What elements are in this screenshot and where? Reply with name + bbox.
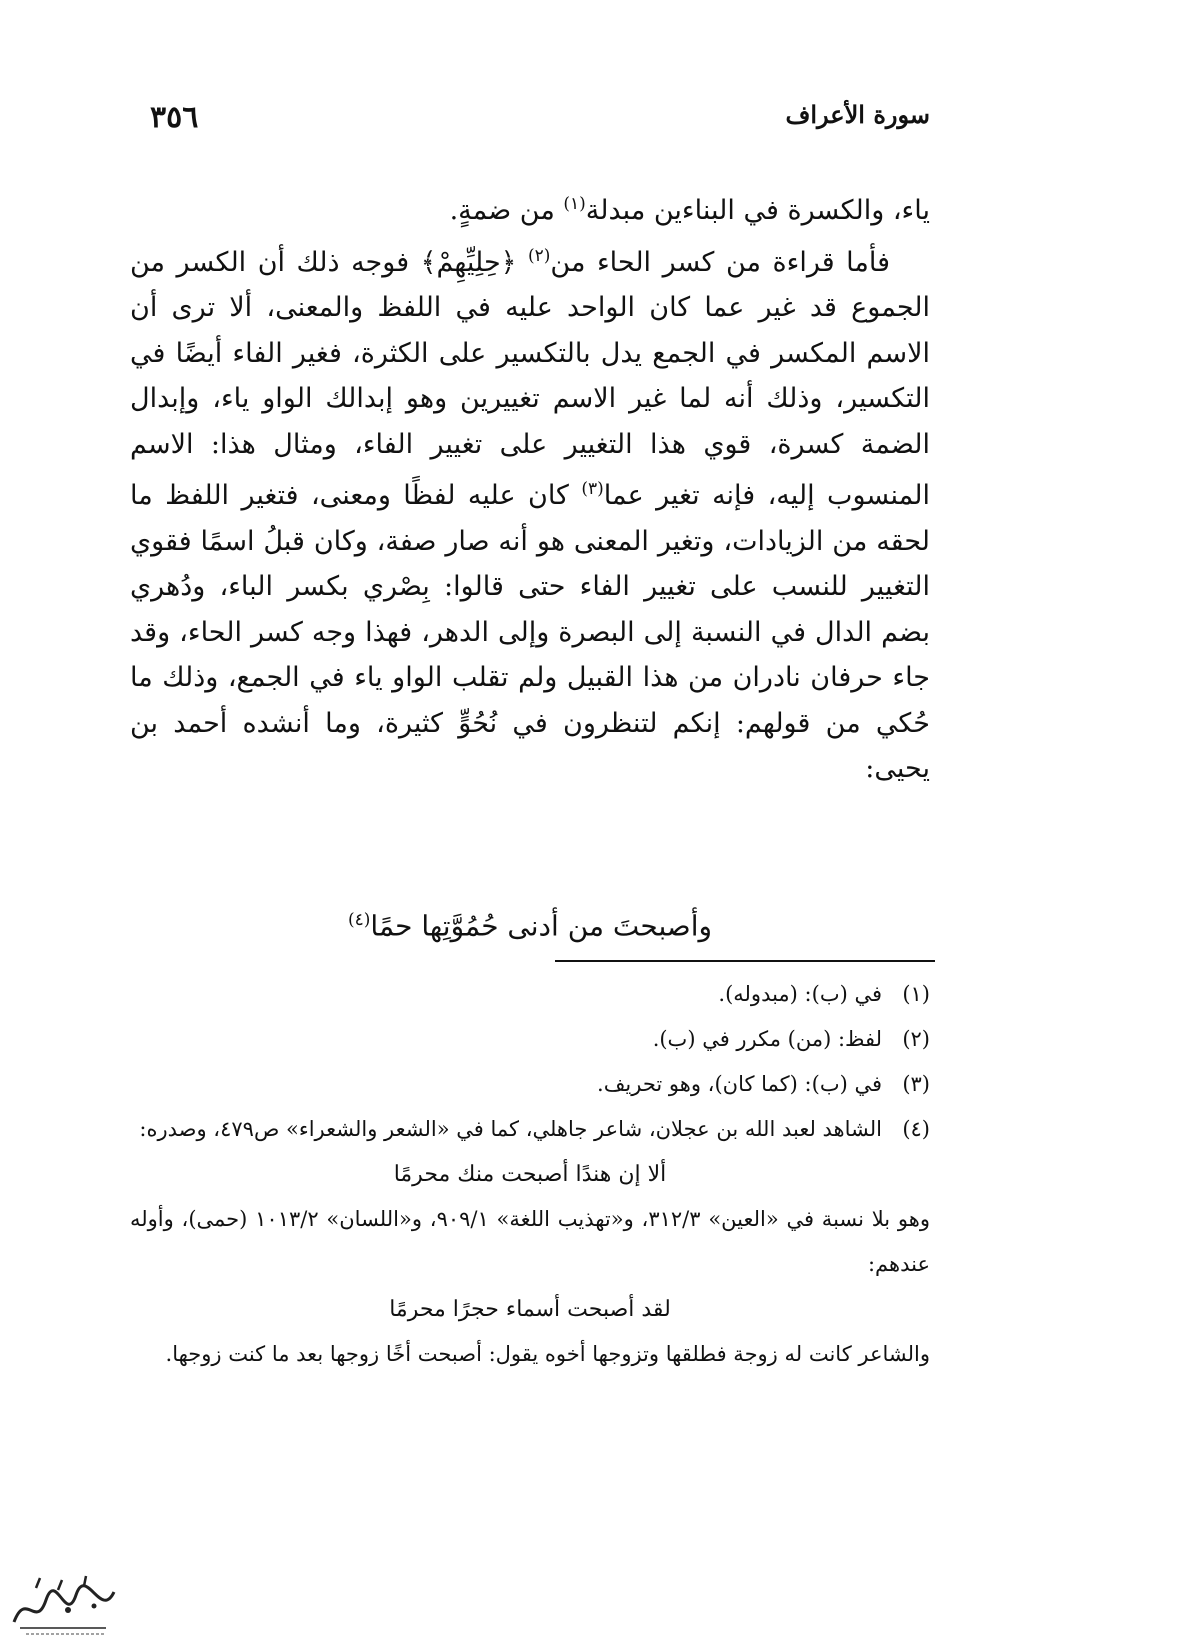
footnote-number: (١) <box>902 982 930 1006</box>
paragraph-2-text-a: فأما قراءة من كسر الحاء من <box>550 246 890 278</box>
footnote-text: في (ب): (كما كان)، وهو تحريف. <box>597 1072 882 1096</box>
footnote-number: (٣) <box>902 1072 930 1096</box>
paragraph-1-end: من ضمةٍ. <box>449 195 564 226</box>
library-stamp-logo <box>6 1570 121 1640</box>
paragraph-2 <box>130 234 930 792</box>
paragraph-1-text: ياء، والكسرة في البناءين مبدلة <box>585 195 930 226</box>
quran-quote: ﴿حِلِيِّهِمْ﴾ <box>409 246 528 278</box>
footnote-ref-3[interactable]: (٣) <box>581 479 604 499</box>
stamp-graphic <box>6 1570 121 1640</box>
paragraph-1 <box>130 182 930 234</box>
paragraph-2-text-b: فوجه ذلك أن الكسر من الجموع قد غير عما كان الواحد عليه في اللفظ والمعنى، ألا ترى أن الاسم المكسر في الجمع يدل بالتكسير على الكثرة، فغير الفاء أيضًا في التكسير، وذلك أنه لما غير الاسم تغييرين وهو إبدالك الواو ياء، وإبدال الضمة كسرة، قوي هذا التغيير على تغيير الفاء، ومثال هذا: الاسم المنسوب إليه، فإنه تغير عما <box>130 246 930 511</box>
footnote-ref-1[interactable]: (١) <box>563 194 586 214</box>
footnote-ref-2[interactable]: (٢) <box>528 245 551 266</box>
footnote-separator <box>555 960 935 962</box>
footnote-verse-1: ألا إن هندًا أصبحت منك محرمًا <box>393 1162 667 1187</box>
running-title: سورة الأعراف <box>785 100 930 129</box>
paragraph-2-text-c: كان عليه لفظًا ومعنى، فتغير اللفظ ما لحقه من الزيادات، وتغير المعنى هو أنه صار صفة، وكان قبلُ اسمًا فقوي التغيير للنسب على تغيير الفاء حتى قالوا: بِصْري بكسر الباء، ودُهري بضم الدال في النسبة إلى البصرة وإلى الدهر، فهذا وجه كسر الحاء، وقد جاء حرفان نادران من هذا القبيل ولم تقلب الواو ياء في الجمع، وذلك ما حُكي من قولهم: إنكم لتنظرون في نُحُوٍّ كثيرة، وما أنشده أحمد بن يحيى: <box>130 480 930 784</box>
footnote-text: في (ب): (مبدوله). <box>718 982 882 1006</box>
poetry-verse <box>130 898 930 948</box>
verse-text: وأصبحتَ من أدنى حُمُوَّتِها حمًا <box>370 909 713 943</box>
footnotes <box>130 972 930 1377</box>
footnote-4 <box>130 1107 930 1152</box>
footnote-verse-2: لقد أصبحت أسماء حجرًا محرمًا <box>389 1297 671 1322</box>
page-number: ٣٥٦ <box>150 100 199 135</box>
footnote-4-continuation: وهو بلا نسبة في «العين» ٣١٢/٣، و«تهذيب اللغة» ٩٠٩/١، و«اللسان» ١٠١٣/٢ (حمى)، وأوله عندهم: <box>130 1207 930 1276</box>
footnote-1 <box>130 972 930 1017</box>
footnote-text: الشاهد لعبد الله بن عجلان، شاعر جاهلي، كما في «الشعر والشعراء» ص٤٧٩، وصدره: <box>139 1117 882 1141</box>
main-text <box>130 182 930 792</box>
footnote-number: (٢) <box>902 1027 930 1051</box>
footnote-3 <box>130 1062 930 1107</box>
footnote-number: (٤) <box>902 1117 930 1141</box>
footnote-text: لفظ: (من) مكرر في (ب). <box>652 1027 882 1051</box>
footnote-4-note: والشاعر كانت له زوجة فطلقها وتزوجها أخوه يقول: أصبحت أخًا زوجها بعد ما كنت زوجها. <box>165 1342 930 1366</box>
footnote-ref-4[interactable]: (٤) <box>347 910 371 930</box>
page-header <box>150 100 930 150</box>
footnote-2 <box>130 1017 930 1062</box>
